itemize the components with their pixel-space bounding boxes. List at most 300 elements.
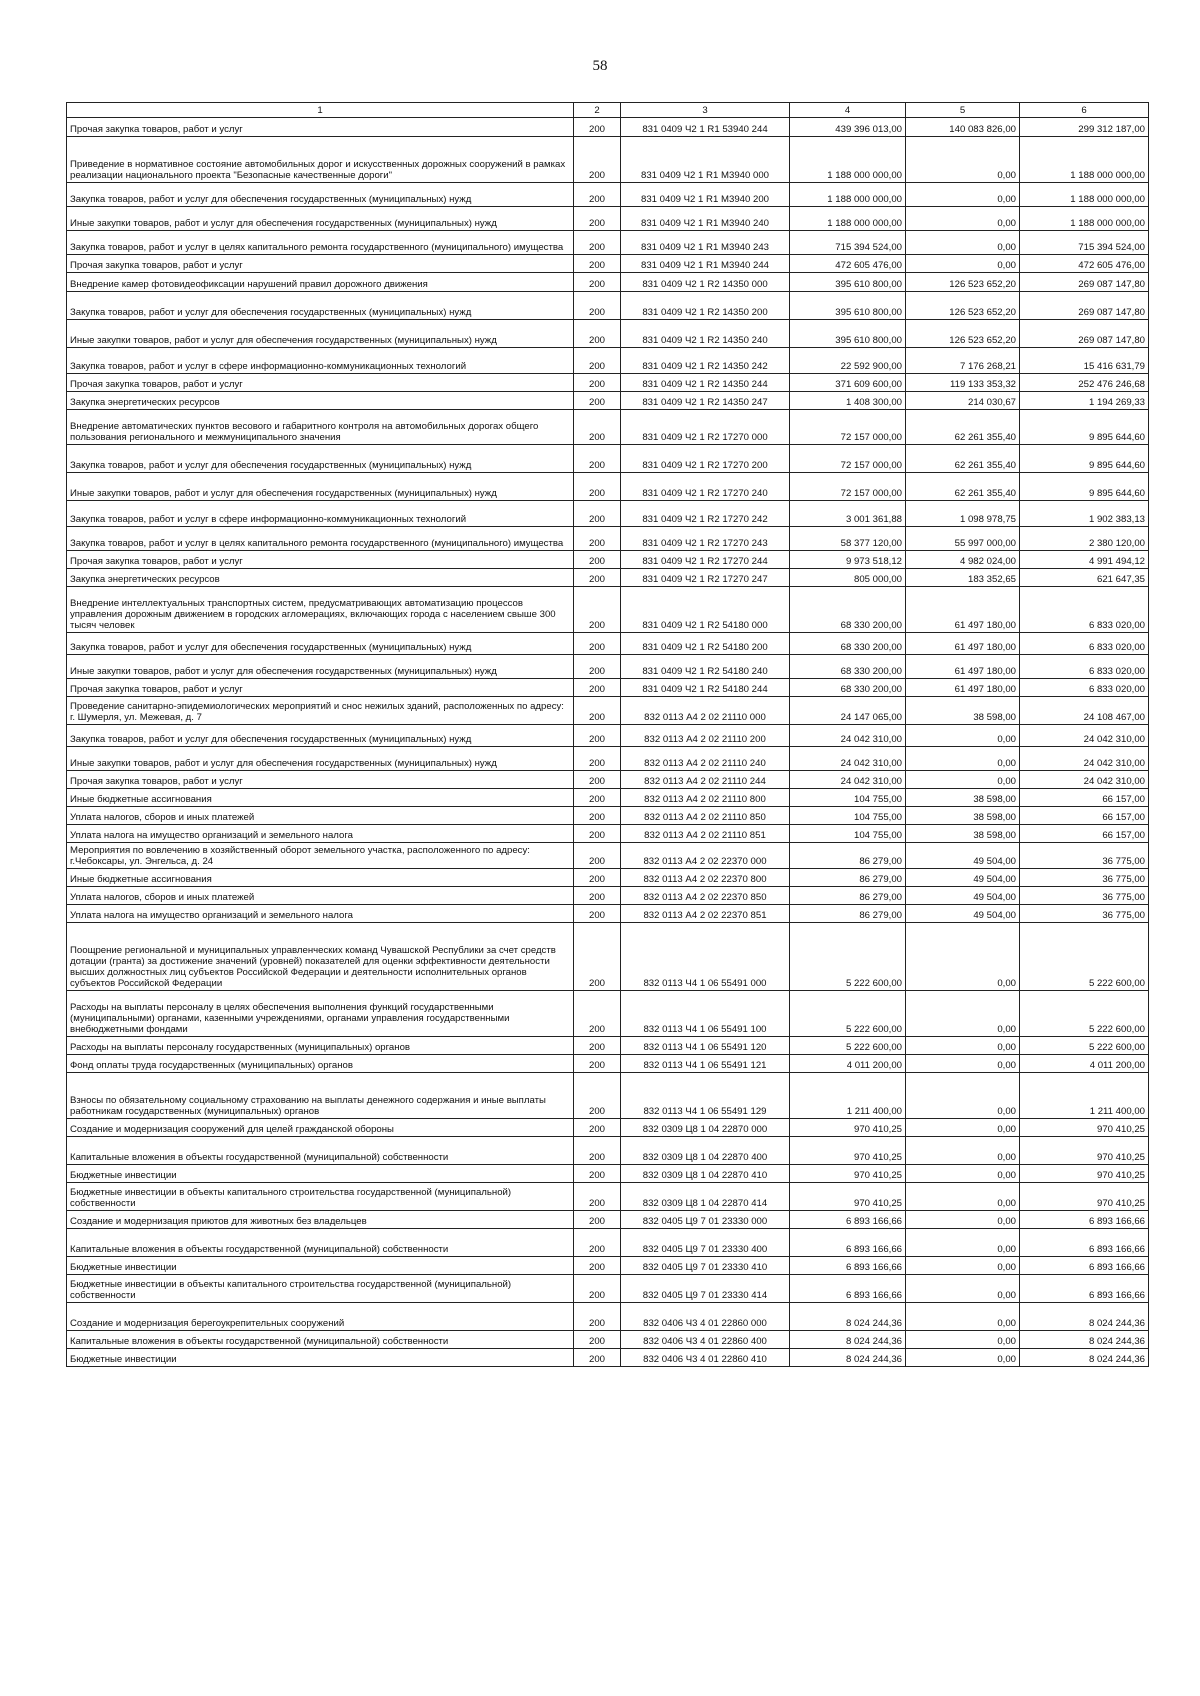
row-approved-amount: 86 279,00 [790, 905, 906, 923]
row-description: Закупка энергетических ресурсов [67, 392, 574, 410]
row-approved-amount: 395 610 800,00 [790, 292, 906, 320]
row-approved-amount: 1 188 000 000,00 [790, 207, 906, 231]
row-unexecuted-amount: 36 775,00 [1020, 843, 1149, 869]
row-unexecuted-amount: 6 893 166,66 [1020, 1229, 1149, 1257]
row-classification-code: 831 0409 Ч2 1 R2 54180 244 [621, 679, 790, 697]
col-header-6: 6 [1020, 103, 1149, 118]
row-approved-amount: 970 410,25 [790, 1137, 906, 1165]
row-line-code: 200 [574, 789, 621, 807]
row-unexecuted-amount: 8 024 244,36 [1020, 1349, 1149, 1367]
row-line-code: 200 [574, 1257, 621, 1275]
row-description: Приведение в нормативное состояние автомобильных дорог и искусственных дорожных сооружений в рамках реализации национального проекта "Безопасные качественные дороги" [67, 137, 574, 183]
row-executed-amount: 4 982 024,00 [906, 551, 1020, 569]
row-executed-amount: 0,00 [906, 137, 1020, 183]
table-row [67, 501, 1149, 527]
row-unexecuted-amount: 9 895 644,60 [1020, 473, 1149, 501]
row-unexecuted-amount: 621 647,35 [1020, 569, 1149, 587]
row-unexecuted-amount: 6 893 166,66 [1020, 1211, 1149, 1229]
row-approved-amount: 86 279,00 [790, 843, 906, 869]
row-approved-amount: 24 147 065,00 [790, 697, 906, 725]
table-row [67, 825, 1149, 843]
row-description: Уплата налога на имущество организаций и земельного налога [67, 905, 574, 923]
row-unexecuted-amount: 1 188 000 000,00 [1020, 183, 1149, 207]
row-executed-amount: 183 352,65 [906, 569, 1020, 587]
table-row [67, 255, 1149, 273]
row-line-code: 200 [574, 392, 621, 410]
row-approved-amount: 72 157 000,00 [790, 410, 906, 445]
row-line-code: 200 [574, 1229, 621, 1257]
row-classification-code: 832 0113 А4 2 02 22370 800 [621, 869, 790, 887]
table-row [67, 231, 1149, 255]
row-classification-code: 832 0405 Ц9 7 01 23330 000 [621, 1211, 790, 1229]
row-line-code: 200 [574, 551, 621, 569]
row-description: Иные закупки товаров, работ и услуг для обеспечения государственных (муниципальных) нужд [67, 747, 574, 771]
row-line-code: 200 [574, 410, 621, 445]
table-row [67, 1211, 1149, 1229]
row-executed-amount: 38 598,00 [906, 789, 1020, 807]
row-description: Закупка товаров, работ и услуг в сфере информационно-коммуникационных технологий [67, 348, 574, 374]
row-description: Создание и модернизация сооружений для целей гражданской обороны [67, 1119, 574, 1137]
row-executed-amount: 61 497 180,00 [906, 633, 1020, 655]
row-unexecuted-amount: 4 011 200,00 [1020, 1055, 1149, 1073]
row-description: Прочая закупка товаров, работ и услуг [67, 374, 574, 392]
row-approved-amount: 1 408 300,00 [790, 392, 906, 410]
row-unexecuted-amount: 1 194 269,33 [1020, 392, 1149, 410]
row-classification-code: 832 0405 Ц9 7 01 23330 400 [621, 1229, 790, 1257]
row-unexecuted-amount: 6 833 020,00 [1020, 633, 1149, 655]
row-classification-code: 832 0113 А4 2 02 21110 000 [621, 697, 790, 725]
row-classification-code: 831 0409 Ч2 1 R2 54180 000 [621, 587, 790, 633]
table-row [67, 633, 1149, 655]
row-executed-amount: 49 504,00 [906, 869, 1020, 887]
table-row [67, 655, 1149, 679]
row-unexecuted-amount: 5 222 600,00 [1020, 991, 1149, 1037]
row-classification-code: 832 0113 А4 2 02 21110 244 [621, 771, 790, 789]
row-classification-code: 831 0409 Ч2 1 R2 17270 240 [621, 473, 790, 501]
row-line-code: 200 [574, 725, 621, 747]
table-row [67, 1257, 1149, 1275]
row-executed-amount: 0,00 [906, 231, 1020, 255]
row-line-code: 200 [574, 923, 621, 991]
table-row [67, 991, 1149, 1037]
row-approved-amount: 104 755,00 [790, 825, 906, 843]
row-classification-code: 831 0409 Ч2 1 R2 14350 244 [621, 374, 790, 392]
row-description: Поощрение региональной и муниципальных управленческих команд Чувашской Республики за счет средств дотации (гранта) за достижение значений (уровней) показателей для оценки эффективности деятельности высших должностных лиц субъектов Российской Федерации и деятельности исполнительных органов субъектов Российской Федерации [67, 923, 574, 991]
row-line-code: 200 [574, 231, 621, 255]
row-description: Иные бюджетные ассигнования [67, 789, 574, 807]
row-classification-code: 832 0113 А4 2 02 22370 000 [621, 843, 790, 869]
row-executed-amount: 49 504,00 [906, 843, 1020, 869]
row-line-code: 200 [574, 501, 621, 527]
row-unexecuted-amount: 6 893 166,66 [1020, 1275, 1149, 1303]
row-approved-amount: 371 609 600,00 [790, 374, 906, 392]
row-line-code: 200 [574, 697, 621, 725]
row-classification-code: 831 0409 Ч2 1 R2 17270 247 [621, 569, 790, 587]
row-description: Капитальные вложения в объекты государственной (муниципальной) собственности [67, 1331, 574, 1349]
row-description: Закупка товаров, работ и услуг для обеспечения государственных (муниципальных) нужд [67, 292, 574, 320]
row-description: Уплата налога на имущество организаций и земельного налога [67, 825, 574, 843]
row-unexecuted-amount: 472 605 476,00 [1020, 255, 1149, 273]
row-description: Внедрение интеллектуальных транспортных систем, предусматривающих автоматизацию процессов управления дорожным движением в городских агломерациях, включающих города с населением свыше 300 тысяч человек [67, 587, 574, 633]
row-classification-code: 832 0406 Ч3 4 01 22860 410 [621, 1349, 790, 1367]
row-description: Прочая закупка товаров, работ и услуг [67, 551, 574, 569]
table-row [67, 1119, 1149, 1137]
row-unexecuted-amount: 2 380 120,00 [1020, 527, 1149, 551]
row-approved-amount: 68 330 200,00 [790, 655, 906, 679]
row-line-code: 200 [574, 569, 621, 587]
row-executed-amount: 0,00 [906, 1037, 1020, 1055]
row-classification-code: 832 0405 Ц9 7 01 23330 414 [621, 1275, 790, 1303]
row-approved-amount: 24 042 310,00 [790, 771, 906, 789]
row-approved-amount: 68 330 200,00 [790, 679, 906, 697]
row-unexecuted-amount: 6 893 166,66 [1020, 1257, 1149, 1275]
row-description: Прочая закупка товаров, работ и услуг [67, 118, 574, 137]
table-row [67, 1165, 1149, 1183]
row-line-code: 200 [574, 587, 621, 633]
table-row [67, 1055, 1149, 1073]
row-classification-code: 832 0309 Ц8 1 04 22870 400 [621, 1137, 790, 1165]
table-row [67, 807, 1149, 825]
row-executed-amount: 0,00 [906, 725, 1020, 747]
row-approved-amount: 1 188 000 000,00 [790, 137, 906, 183]
row-approved-amount: 104 755,00 [790, 789, 906, 807]
row-description: Создание и модернизация берегоукрепительных сооружений [67, 1303, 574, 1331]
row-unexecuted-amount: 6 833 020,00 [1020, 679, 1149, 697]
row-description: Бюджетные инвестиции в объекты капитального строительства государственной (муниципальной) собственности [67, 1183, 574, 1211]
row-line-code: 200 [574, 991, 621, 1037]
row-unexecuted-amount: 269 087 147,80 [1020, 273, 1149, 292]
table-row [67, 1073, 1149, 1119]
row-classification-code: 831 0409 Ч2 1 R2 14350 242 [621, 348, 790, 374]
row-description: Уплата налогов, сборов и иных платежей [67, 807, 574, 825]
row-unexecuted-amount: 970 410,25 [1020, 1165, 1149, 1183]
row-approved-amount: 24 042 310,00 [790, 725, 906, 747]
page-number: 58 [592, 58, 608, 74]
row-classification-code: 831 0409 Ч2 1 R2 17270 242 [621, 501, 790, 527]
row-approved-amount: 6 893 166,66 [790, 1257, 906, 1275]
row-classification-code: 831 0409 Ч2 1 R2 17270 200 [621, 445, 790, 473]
table-row [67, 905, 1149, 923]
row-unexecuted-amount: 15 416 631,79 [1020, 348, 1149, 374]
row-description: Уплата налогов, сборов и иных платежей [67, 887, 574, 905]
row-executed-amount: 126 523 652,20 [906, 292, 1020, 320]
row-unexecuted-amount: 24 042 310,00 [1020, 725, 1149, 747]
row-description: Закупка товаров, работ и услуг в сфере информационно-коммуникационных технологий [67, 501, 574, 527]
row-classification-code: 831 0409 Ч2 1 R2 54180 240 [621, 655, 790, 679]
table-row [67, 392, 1149, 410]
row-classification-code: 831 0409 Ч2 1 R1 M3940 244 [621, 255, 790, 273]
table-row [67, 207, 1149, 231]
row-executed-amount: 0,00 [906, 771, 1020, 789]
row-description: Взносы по обязательному социальному страхованию на выплаты денежного содержания и иные выплаты работникам государственных (муниципальных) органов [67, 1073, 574, 1119]
row-executed-amount: 61 497 180,00 [906, 655, 1020, 679]
row-unexecuted-amount: 1 188 000 000,00 [1020, 207, 1149, 231]
row-executed-amount: 38 598,00 [906, 807, 1020, 825]
row-classification-code: 832 0113 Ч4 1 06 55491 120 [621, 1037, 790, 1055]
row-classification-code: 832 0309 Ц8 1 04 22870 000 [621, 1119, 790, 1137]
row-approved-amount: 1 188 000 000,00 [790, 183, 906, 207]
row-approved-amount: 86 279,00 [790, 869, 906, 887]
row-approved-amount: 8 024 244,36 [790, 1331, 906, 1349]
row-classification-code: 831 0409 Ч2 1 R1 M3940 243 [621, 231, 790, 255]
table-row [67, 445, 1149, 473]
row-unexecuted-amount: 66 157,00 [1020, 789, 1149, 807]
table-row [67, 725, 1149, 747]
row-classification-code: 832 0113 А4 2 02 21110 200 [621, 725, 790, 747]
row-executed-amount: 0,00 [906, 207, 1020, 231]
row-approved-amount: 970 410,25 [790, 1165, 906, 1183]
row-description: Бюджетные инвестиции [67, 1257, 574, 1275]
row-line-code: 200 [574, 1349, 621, 1367]
row-approved-amount: 715 394 524,00 [790, 231, 906, 255]
row-line-code: 200 [574, 1037, 621, 1055]
row-approved-amount: 5 222 600,00 [790, 1037, 906, 1055]
row-description: Бюджетные инвестиции [67, 1349, 574, 1367]
row-line-code: 200 [574, 118, 621, 137]
table-row [67, 320, 1149, 348]
table-row [67, 1037, 1149, 1055]
row-unexecuted-amount: 24 108 467,00 [1020, 697, 1149, 725]
row-line-code: 200 [574, 679, 621, 697]
row-line-code: 200 [574, 183, 621, 207]
row-executed-amount: 55 997 000,00 [906, 527, 1020, 551]
row-classification-code: 831 0409 Ч2 1 R2 14350 247 [621, 392, 790, 410]
col-header-5: 5 [906, 103, 1020, 118]
row-executed-amount: 0,00 [906, 747, 1020, 771]
row-line-code: 200 [574, 1211, 621, 1229]
row-unexecuted-amount: 24 042 310,00 [1020, 771, 1149, 789]
row-description: Внедрение автоматических пунктов весового и габаритного контроля на автомобильных дорогах общего пользования регионального и межмуниципального значения [67, 410, 574, 445]
row-line-code: 200 [574, 1119, 621, 1137]
row-approved-amount: 9 973 518,12 [790, 551, 906, 569]
row-executed-amount: 38 598,00 [906, 697, 1020, 725]
row-executed-amount: 0,00 [906, 1137, 1020, 1165]
row-executed-amount: 0,00 [906, 1331, 1020, 1349]
row-approved-amount: 970 410,25 [790, 1183, 906, 1211]
row-executed-amount: 61 497 180,00 [906, 587, 1020, 633]
row-classification-code: 831 0409 Ч2 1 R2 14350 000 [621, 273, 790, 292]
row-classification-code: 832 0113 А4 2 02 21110 240 [621, 747, 790, 771]
row-approved-amount: 6 893 166,66 [790, 1211, 906, 1229]
col-header-2: 2 [574, 103, 621, 118]
row-classification-code: 832 0406 Ч3 4 01 22860 000 [621, 1303, 790, 1331]
row-line-code: 200 [574, 1303, 621, 1331]
row-line-code: 200 [574, 445, 621, 473]
row-description: Капитальные вложения в объекты государственной (муниципальной) собственности [67, 1229, 574, 1257]
row-executed-amount: 49 504,00 [906, 905, 1020, 923]
row-approved-amount: 68 330 200,00 [790, 633, 906, 655]
table-row [67, 1137, 1149, 1165]
row-unexecuted-amount: 1 211 400,00 [1020, 1073, 1149, 1119]
row-description: Закупка товаров, работ и услуг для обеспечения государственных (муниципальных) нужд [67, 183, 574, 207]
row-unexecuted-amount: 8 024 244,36 [1020, 1331, 1149, 1349]
row-unexecuted-amount: 970 410,25 [1020, 1137, 1149, 1165]
row-approved-amount: 24 042 310,00 [790, 747, 906, 771]
row-line-code: 200 [574, 473, 621, 501]
row-line-code: 200 [574, 255, 621, 273]
row-approved-amount: 8 024 244,36 [790, 1303, 906, 1331]
row-approved-amount: 5 222 600,00 [790, 991, 906, 1037]
row-approved-amount: 4 011 200,00 [790, 1055, 906, 1073]
row-executed-amount: 0,00 [906, 255, 1020, 273]
row-classification-code: 831 0409 Ч2 1 R2 14350 240 [621, 320, 790, 348]
row-unexecuted-amount: 9 895 644,60 [1020, 410, 1149, 445]
row-description: Капитальные вложения в объекты государственной (муниципальной) собственности [67, 1137, 574, 1165]
row-description: Закупка энергетических ресурсов [67, 569, 574, 587]
table-row [67, 771, 1149, 789]
row-classification-code: 832 0113 А4 2 02 21110 851 [621, 825, 790, 843]
table-body [67, 118, 1149, 1367]
row-executed-amount: 49 504,00 [906, 887, 1020, 905]
row-description: Расходы на выплаты персоналу государственных (муниципальных) органов [67, 1037, 574, 1055]
row-line-code: 200 [574, 825, 621, 843]
row-line-code: 200 [574, 1137, 621, 1165]
row-unexecuted-amount: 1 902 383,13 [1020, 501, 1149, 527]
row-executed-amount: 0,00 [906, 1257, 1020, 1275]
row-classification-code: 832 0405 Ц9 7 01 23330 410 [621, 1257, 790, 1275]
row-executed-amount: 0,00 [906, 1055, 1020, 1073]
table-row [67, 789, 1149, 807]
row-classification-code: 831 0409 Ч2 1 R2 17270 243 [621, 527, 790, 551]
row-classification-code: 832 0309 Ц8 1 04 22870 410 [621, 1165, 790, 1183]
row-executed-amount: 0,00 [906, 183, 1020, 207]
row-classification-code: 832 0113 А4 2 02 22370 851 [621, 905, 790, 923]
table-row [67, 1275, 1149, 1303]
row-classification-code: 832 0309 Ц8 1 04 22870 414 [621, 1183, 790, 1211]
row-approved-amount: 439 396 013,00 [790, 118, 906, 137]
table-row [67, 869, 1149, 887]
row-approved-amount: 86 279,00 [790, 887, 906, 905]
row-approved-amount: 805 000,00 [790, 569, 906, 587]
row-line-code: 200 [574, 1165, 621, 1183]
row-classification-code: 831 0409 Ч2 1 R2 54180 200 [621, 633, 790, 655]
row-description: Прочая закупка товаров, работ и услуг [67, 771, 574, 789]
row-classification-code: 831 0409 Ч2 1 R1 M3940 240 [621, 207, 790, 231]
row-line-code: 200 [574, 1073, 621, 1119]
row-executed-amount: 0,00 [906, 1275, 1020, 1303]
table-row [67, 348, 1149, 374]
row-approved-amount: 3 001 361,88 [790, 501, 906, 527]
row-executed-amount: 0,00 [906, 1303, 1020, 1331]
table-row [67, 1183, 1149, 1211]
row-executed-amount: 0,00 [906, 1349, 1020, 1367]
row-unexecuted-amount: 8 024 244,36 [1020, 1303, 1149, 1331]
row-line-code: 200 [574, 633, 621, 655]
row-line-code: 200 [574, 1275, 621, 1303]
row-description: Закупка товаров, работ и услуг в целях капитального ремонта государственного (муниципального) имущества [67, 527, 574, 551]
row-description: Создание и модернизация приютов для животных без владельцев [67, 1211, 574, 1229]
row-line-code: 200 [574, 905, 621, 923]
row-executed-amount: 7 176 268,21 [906, 348, 1020, 374]
table-row [67, 569, 1149, 587]
row-line-code: 200 [574, 887, 621, 905]
header-row [67, 103, 1149, 118]
table-row [67, 1303, 1149, 1331]
row-classification-code: 832 0406 Ч3 4 01 22860 400 [621, 1331, 790, 1349]
row-approved-amount: 72 157 000,00 [790, 445, 906, 473]
table-row [67, 527, 1149, 551]
row-description: Фонд оплаты труда государственных (муниципальных) органов [67, 1055, 574, 1073]
row-approved-amount: 6 893 166,66 [790, 1229, 906, 1257]
row-description: Иные закупки товаров, работ и услуг для обеспечения государственных (муниципальных) нужд [67, 207, 574, 231]
row-line-code: 200 [574, 348, 621, 374]
row-executed-amount: 62 261 355,40 [906, 410, 1020, 445]
row-executed-amount: 0,00 [906, 1119, 1020, 1137]
row-executed-amount: 119 133 353,32 [906, 374, 1020, 392]
row-approved-amount: 5 222 600,00 [790, 923, 906, 991]
row-executed-amount: 140 083 826,00 [906, 118, 1020, 137]
row-approved-amount: 8 024 244,36 [790, 1349, 906, 1367]
row-executed-amount: 0,00 [906, 1073, 1020, 1119]
row-classification-code: 832 0113 А4 2 02 21110 800 [621, 789, 790, 807]
row-unexecuted-amount: 9 895 644,60 [1020, 445, 1149, 473]
row-executed-amount: 0,00 [906, 1183, 1020, 1211]
row-description: Мероприятия по вовлечению в хозяйственный оборот земельного участка, расположенного по адресу: г.Чебоксары, ул. Энгельса, д. 24 [67, 843, 574, 869]
row-approved-amount: 472 605 476,00 [790, 255, 906, 273]
row-description: Закупка товаров, работ и услуг в целях капитального ремонта государственного (муниципального) имущества [67, 231, 574, 255]
row-classification-code: 831 0409 Ч2 1 R2 17270 000 [621, 410, 790, 445]
row-line-code: 200 [574, 320, 621, 348]
row-classification-code: 832 0113 А4 2 02 21110 850 [621, 807, 790, 825]
table-row [67, 551, 1149, 569]
row-approved-amount: 72 157 000,00 [790, 473, 906, 501]
row-line-code: 200 [574, 771, 621, 789]
row-unexecuted-amount: 715 394 524,00 [1020, 231, 1149, 255]
row-unexecuted-amount: 970 410,25 [1020, 1119, 1149, 1137]
row-unexecuted-amount: 5 222 600,00 [1020, 1037, 1149, 1055]
row-unexecuted-amount: 269 087 147,80 [1020, 320, 1149, 348]
row-description: Иные закупки товаров, работ и услуг для обеспечения государственных (муниципальных) нужд [67, 655, 574, 679]
table-row [67, 679, 1149, 697]
row-description: Закупка товаров, работ и услуг для обеспечения государственных (муниципальных) нужд [67, 725, 574, 747]
row-description: Расходы на выплаты персоналу в целях обеспечения выполнения функций государственными (муниципальными) органами, казенными учреждениями, органами управления государственными внебюджетными фондами [67, 991, 574, 1037]
row-line-code: 200 [574, 292, 621, 320]
row-description: Бюджетные инвестиции [67, 1165, 574, 1183]
row-unexecuted-amount: 5 222 600,00 [1020, 923, 1149, 991]
row-approved-amount: 395 610 800,00 [790, 320, 906, 348]
row-unexecuted-amount: 299 312 187,00 [1020, 118, 1149, 137]
row-classification-code: 832 0113 Ч4 1 06 55491 121 [621, 1055, 790, 1073]
row-executed-amount: 61 497 180,00 [906, 679, 1020, 697]
row-line-code: 200 [574, 807, 621, 825]
row-unexecuted-amount: 66 157,00 [1020, 825, 1149, 843]
row-classification-code: 831 0409 Ч2 1 R1 53940 244 [621, 118, 790, 137]
row-classification-code: 832 0113 Ч4 1 06 55491 129 [621, 1073, 790, 1119]
row-unexecuted-amount: 4 991 494,12 [1020, 551, 1149, 569]
row-unexecuted-amount: 6 833 020,00 [1020, 655, 1149, 679]
row-description: Закупка товаров, работ и услуг для обеспечения государственных (муниципальных) нужд [67, 633, 574, 655]
row-unexecuted-amount: 269 087 147,80 [1020, 292, 1149, 320]
row-approved-amount: 58 377 120,00 [790, 527, 906, 551]
table-row [67, 923, 1149, 991]
row-executed-amount: 0,00 [906, 1165, 1020, 1183]
col-header-3: 3 [621, 103, 790, 118]
row-line-code: 200 [574, 527, 621, 551]
row-classification-code: 831 0409 Ч2 1 R2 17270 244 [621, 551, 790, 569]
row-description: Иные закупки товаров, работ и услуг для обеспечения государственных (муниципальных) нужд [67, 473, 574, 501]
row-approved-amount: 970 410,25 [790, 1119, 906, 1137]
table-row [67, 843, 1149, 869]
row-line-code: 200 [574, 843, 621, 869]
table-row [67, 473, 1149, 501]
row-unexecuted-amount: 1 188 000 000,00 [1020, 137, 1149, 183]
row-approved-amount: 104 755,00 [790, 807, 906, 825]
budget-table [66, 102, 1149, 1367]
row-classification-code: 831 0409 Ч2 1 R1 M3940 000 [621, 137, 790, 183]
row-line-code: 200 [574, 655, 621, 679]
row-executed-amount: 0,00 [906, 923, 1020, 991]
row-line-code: 200 [574, 747, 621, 771]
